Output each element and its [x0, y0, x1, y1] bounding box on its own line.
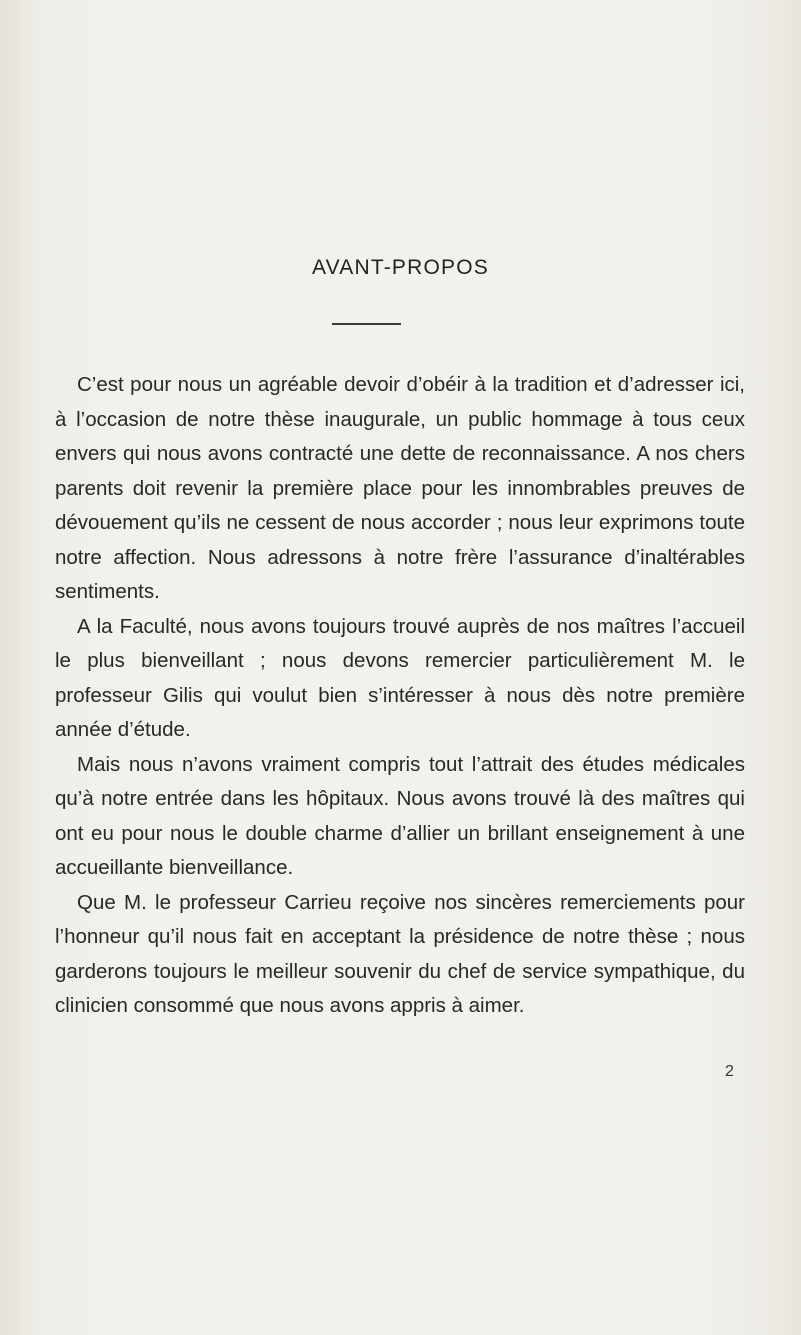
paragraph-4: Que M. le professeur Carrieu reçoive nos sincères remerciements pour l’honneur qu’il nous fait en acceptant la présidence de notre thèse ; nous garderons toujours le meilleur souvenir du chef de service sympathique, du clinicien consommé que nous avons appris à aimer. — [55, 890, 745, 1017]
signature-mark: 2 — [725, 1063, 734, 1080]
heading-rule — [332, 323, 401, 325]
paragraph-2: A la Faculté, nous avons toujours trouvé auprès de nos maîtres l’accueil le plus bienveillant ; nous devons remercier particulièrement M. le professeur Gilis qui voulut bien s’intéresser à nous dès notre première année d’étude. — [55, 614, 745, 741]
paragraph-3: Mais nous n’avons vraiment compris tout l’attrait des études médicales qu’à notre entrée dans les hôpitaux. Nous avons trouvé là des maîtres qui ont eu pour nous le double charme d’allier un brillant enseignement à une accueillante bienveillance. — [55, 752, 745, 879]
body-text — [55, 368, 745, 1024]
page-heading: AVANT-PROPOS — [312, 256, 489, 279]
paragraph-1: C’est pour nous un agréable devoir d’obéir à la tradition et d’adresser ici, à l’occasion de notre thèse inaugurale, un public hommage à tous ceux envers qui nous avons contracté une dette de reconnaissance. A nos chers parents doit revenir la première place pour les innombrables preuves de dévouement qu’ils ne cessent de nous accorder ; nous leur exprimons toute notre affection. Nous adressons à notre frère l’assurance d’inaltérables sentiments. — [55, 373, 745, 603]
